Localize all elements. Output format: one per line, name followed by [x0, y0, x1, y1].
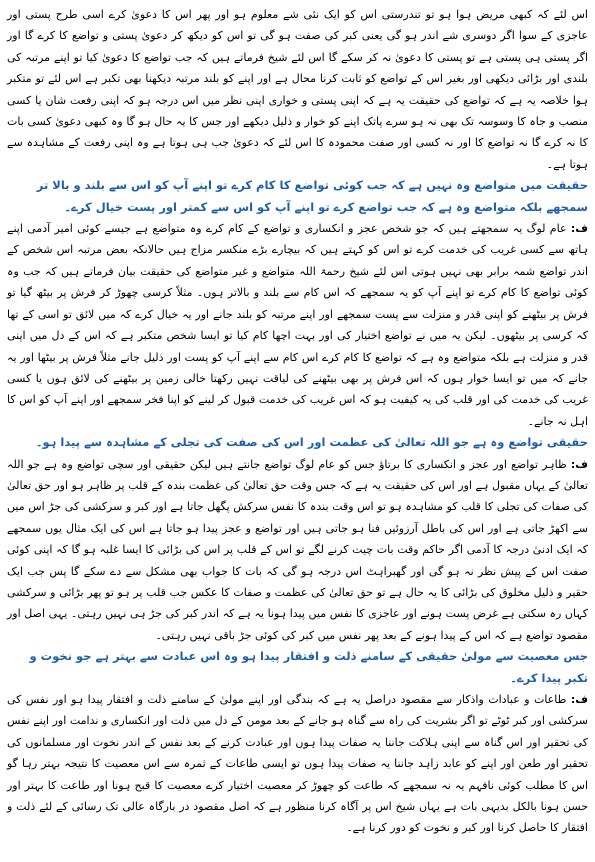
paragraph-explanation-2: [7, 454, 588, 647]
paragraph-marker: ف:: [570, 222, 588, 236]
paragraph-marker: ف:: [570, 457, 588, 471]
paragraph-text: ظاہر تواضع اور عجز و انکساری کا برتاؤ جس کو عام لوگ تواضع جانتے ہیں لیکن حقیقی اور سچی تواضع وہ ہے جو اللہ تعالیٰ کے یہاں مقبول ہے اور اس کی حقیقت یہ ہے کہ جس وقت حق تعالیٰ کی عظمت بندہ کے قلب پر ظاہر ہو اور حق تعالیٰ کی صفات کی تجلی کا قلب کو مشاہدہ ہو تو اس وقت بندہ کا نفس سرکش پگھل جاتا ہے اور کبر و سرکشی کی جڑ اس میں سے اکھڑ جاتی ہے اور اس کی باطل آرزوئیں فنا ہو جاتی ہیں اور تواضع و عجز پیدا ہو جاتا ہے اس کی ایک مثال یوں سمجھے کہ ایک ادنیٰ درجہ کا آدمی اگر حاکم وقت بات چیت کرنے لگے تو اس کے قلب پر اس کی بڑائی کا ایسا غلبہ ہو گا کہ اپنی کوئی صفت اس کے پیش نظر نہ ہو گی اور گھبراہٹ اس درجہ ہو گی کہ بات کا جواب بھی مشکل سے دے سکے گا پس جب ایک حقیر و ذلیل مخلوق کی بڑائی کا یہ حال ہے تو حق تعالیٰ کی عظمت و صفات کا عکس جب قلب پر ہو تو پھر بڑائی و سرکشی کہاں رہ سکتی ہے غرض پست ہونے اور عاجزی کا نفس میں پیدا ہونا یہ ہے کہ اندر کبر کی جڑ ہی نہیں رہتی۔ یہی اصل اور مقصود تواضع ہے کہ اس کے پیدا ہونے کے بعد پھر نفس میں کبر کی کوئی جڑ باقی نہیں رہتی۔: [7, 457, 588, 642]
heading-text: حقیقی تواضع وہ ہے جو اللہ تعالیٰ کی عظمت اور اس کی صفت کی تجلی کے مشاہدہ سے پیدا ہو۔: [35, 435, 588, 450]
heading-text: حقیقت میں متواضع وہ نہیں ہے کہ جب کوئی تواضع کا کام کرے تو اپنے آپ کو اس سے بلند و بالا تر سمجھے بلکہ متواضع وہ ہے کہ جب تواضع کرے تو اپنے آپ کو اس سے کمتر اور پست خیال کرے۔: [36, 178, 588, 214]
paragraph-text: طاعات و عبادات واذکار سے مقصود دراصل یہ ہے کہ بندگی اور اپنے مولیٰ کے سامنے ذلت و افتقار پیدا ہو اور نفس کی سرکشی اور کبر ٹوٹے تو اگر بشریت کی راہ سے گناہ ہو جانے کے بعد مومن کے دل میں ذلت اور انکساری و ندامت اور اپنے نفس کی تحقیر اور اس گناہ سے اپنی ہلاکت جاننا یہ صفات پیدا ہوں اور عبادت کرنے کے بعد نفس کے اندر نخوت اور مسلمانوں کی تحقیر اور طعن اور اپنے کو عابد زاہد جاننا یہ صفات پیدا ہوں تو ایسی طاعات کے ثمرہ سے اس معصیت کا نتیجہ بہتر رہا گو اس کا مطلب کوئی نافہم یہ نہ سمجھے کہ طاعت کو چھوڑ کر معصیت اختیار کرے معصیت کا قبح ہونا اور طاعت کا بہتر اور حسن ہونا بالکل بدیہی بات ہے یہاں شیخ اس پر آگاہ کرنا منظور ہے کہ اصل مقصود در بارگاہ عالی تک رسائی کے لئے ذلت و افتقار کا حاصل کرنا اور کبر و نخوت کو دور کرنا ہے۔: [7, 693, 588, 835]
paragraph-explanation-3: [7, 689, 588, 839]
paragraph-explanation-1: [7, 218, 588, 432]
heading-text: جس معصیت سے مولیٰ حقیقی کے سامنے ذلت و افتقار پیدا ہو وہ اس عبادت سے بہتر ہے جو نخوت و تکبر پیدا کرے۔: [29, 649, 588, 685]
heading-real-humility: [7, 432, 588, 453]
paragraph-text: عام لوگ یہ سمجھتے ہیں کہ جو شخص عجز و انکساری و تواضع کے کام کرے وہ متواضع ہے جیسے کوئی امیر آدمی اپنے ہاتھ سے کسی غریب کی خدمت کرے تو اس کو کہتے ہیں کہ بیچارے بڑے منکسر مزاج ہیں حالانکہ بعض مرتبہ اس شخص کے اندر تواضع شمہ برابر بھی نہیں ہوتی اس لئے شیخ رحمۃ اللہ متواضع و غیر متواضع کی حقیقت بیان فرماتے ہیں کہ جب وہ کوئی تواضع کا کام کرے تو اپنے آپ کو یہ سمجھے کہ اس کام سے بلند و بالاتر ہوں۔ مثلاً کرسی چھوڑ کر فرش پر بیٹھ گیا تو فرش پر بیٹھنے کو اپنی قدر و منزلت سے پست سمجھے اور اپنے مرتبہ کو بلند جانے اور یہ خیال کرے کہ میں لائق تو اسی کے تھا کہ کرسی پر بیٹھوں۔ لیکن یہ میں نے تواضع اختیار کی اور بہت اچھا کام کیا تو ایسا شخص متکبر ہے کہ اس کے دل میں اپنی قدر و منزلت ہے بلکہ متواضع وہ ہے کہ تواضع کا کام کرے اس کام سے اپنے آپ کو پست اور ذلیل جانے مثلاً فرش پر بیٹھا اور یہ جانے کہ میں تو ایسا خوار ہوں کہ اس فرش پر بھی بیٹھنے کی لیاقت نہیں رکھتا خالی زمین پر بیٹھنے کی لائق ہوں یا کسی غریب کی خدمت کی اور قلب کی یہ کیفیت ہو کہ اس غریب کی خدمت قبول کر لینے کو اپنا فخر سمجھے اور اپنے آپ کو اس کا اہل نہ جانے۔: [7, 222, 588, 428]
heading-sin-vs-worship: [7, 646, 588, 689]
paragraph-marker: ف:: [570, 693, 588, 706]
paragraph-text: اس لئے کہ کبھی مریض ہوا ہو تو تندرستی اس کو ایک نئی شے معلوم ہو اور پھر اس کا دعویٰ کرے اسی طرح پستی اور عاجزی کے سوا اگر دوسری شے اندر ہو گی یعنی کبر کی صفت ہو گی تو اس کو دیکھ کر دعویٰ پستی و تواضع کا کرے گا اور اگر پستی ہی پستی ہے تو پستی کا دعویٰ نہ کر سکے گا اس لئے شیخ فرماتے ہیں کہ جب تواضع کا دعویٰ کیا تو اپنے مرتبہ کی بلندی اور بڑائی دیکھی اور بغیر اس کے تواضع کو ثابت کرنا محال ہے اور اپنے کو بلند مرتبہ دیکھنا بھی تکبر ہے اس لئے تو متکبر ہوا خلاصہ یہ ہے کہ تواضع کی حقیقت یہ ہے کہ اپنی پستی و خواری اپنی نظر میں اس درجہ ہو کہ اپنی رفعت شان یا کسی منصب و جاہ کا وسوسہ تک بھی نہ ہو سرے پاتک اپنے کو خوار و ذلیل دیکھے اور جس کا یہ حال ہو گا وہ کبھی دعویٰ کسی بات کا نہ کرے گا نہ تواضع کا اور نہ کسی اور صفت محمودہ کا اس لئے کہ دعویٰ جب ہی ہوتا ہے وہ اپنی رفعت کے مشاہدہ سے ہوتا ہے۔: [7, 8, 588, 171]
heading-true-humility: [7, 175, 588, 218]
paragraph-intro: [7, 4, 588, 175]
